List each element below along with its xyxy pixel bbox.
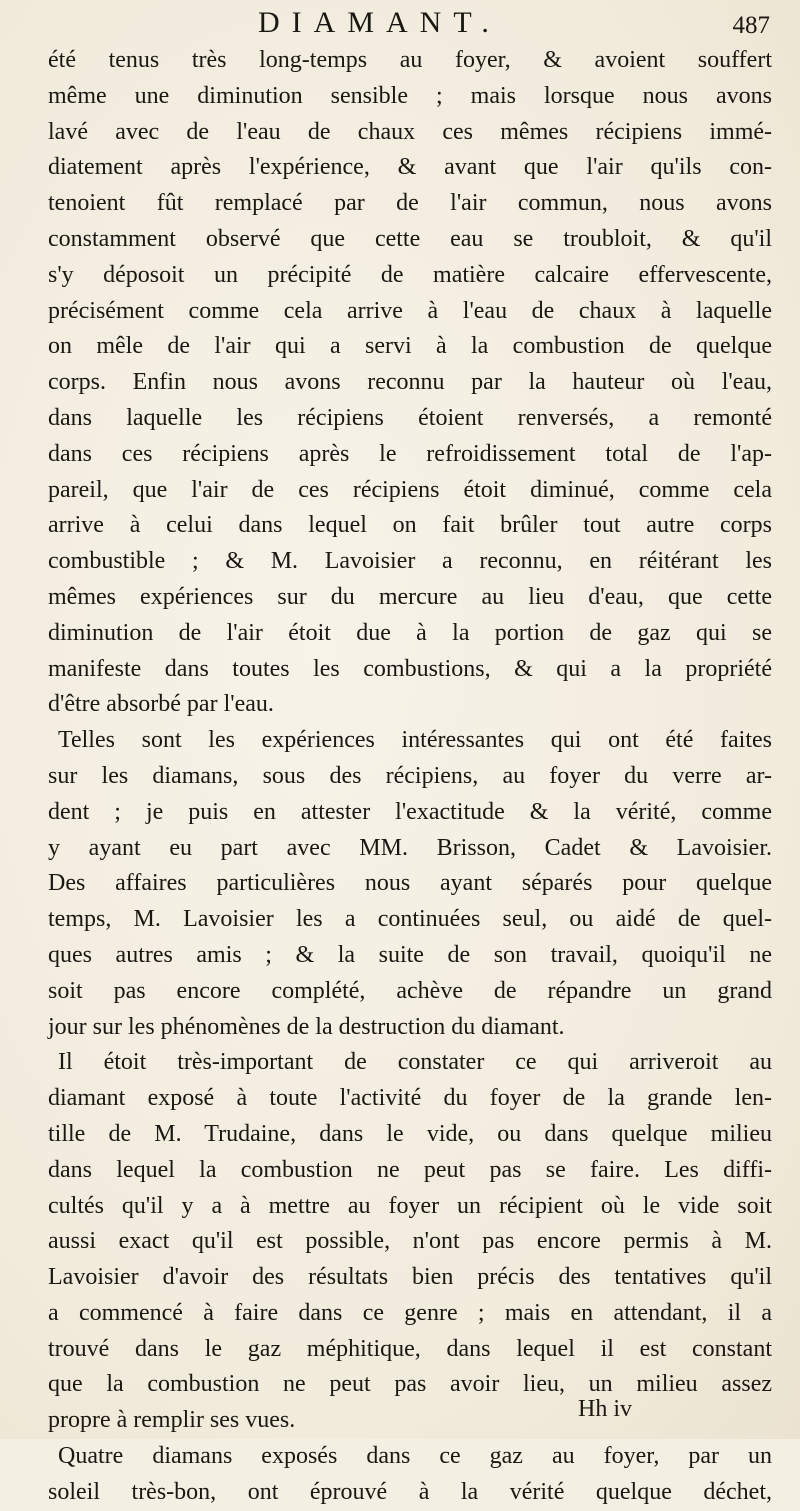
- text-line: dent ; je puis en attester l'exactitude & la vérité, comme: [48, 798, 772, 825]
- text-line: temps, M. Lavoisier les a continuées seul, ou aidé de quel-: [48, 906, 772, 933]
- text-line: cultés qu'il y a à mettre au foyer un récipient où le vide soit: [48, 1192, 772, 1219]
- text-line: corps. Enfin nous avons reconnu par la hauteur où l'eau,: [48, 369, 772, 396]
- text-line: manifeste dans toutes les combustions, & qui a la propriété: [48, 655, 772, 682]
- text-line: s'y déposoit un précipité de matière calcaire effervescente,: [48, 261, 772, 288]
- text-line: Il étoit très-important de constater ce qui arriveroit au: [58, 1049, 772, 1076]
- text-line: Quatre diamans exposés dans ce gaz au foyer, par un: [58, 1443, 772, 1470]
- text-line: diatement après l'expérience, & avant que l'air qu'ils con-: [48, 154, 772, 181]
- page-number: 487: [732, 12, 770, 39]
- text-line: soit pas encore complété, achève de répandre un grand: [48, 977, 772, 1004]
- text-line: précisément comme cela arrive à l'eau de chaux à laquelle: [48, 297, 772, 324]
- body-text: [48, 43, 772, 1511]
- text-line: tenoient fût remplacé par de l'air commun, nous avons: [48, 190, 772, 217]
- text-line: pareil, que l'air de ces récipiens étoit diminué, comme cela: [48, 476, 772, 503]
- text-line: combustible ; & M. Lavoisier a reconnu, en réitérant les: [48, 548, 772, 575]
- text-line: Des affaires particulières nous ayant séparés pour quelque: [48, 870, 772, 897]
- text-line: soleil très-bon, ont éprouvé à la vérité quelque déchet,: [48, 1478, 772, 1505]
- text-line: constamment observé que cette eau se troubloit, & qu'il: [48, 225, 772, 252]
- text-line: mêmes expériences sur du mercure au lieu d'eau, que cette: [48, 583, 772, 610]
- text-line: tille de M. Trudaine, dans le vide, ou dans quelque milieu: [48, 1120, 772, 1147]
- text-line: été tenus très long-temps au foyer, & avoient souffert: [48, 47, 772, 73]
- text-line: aussi exact qu'il est possible, n'ont pas encore permis à M.: [48, 1228, 772, 1255]
- text-line: Lavoisier d'avoir des résultats bien précis des tentatives qu'il: [48, 1264, 772, 1291]
- text-line: dans ces récipiens après le refroidissement total de l'ap-: [48, 440, 772, 467]
- text-line: diminution de l'air étoit due à la portion de gaz qui se: [48, 619, 772, 646]
- text-line: ques autres amis ; & la suite de son travail, quoiqu'il ne: [48, 941, 772, 968]
- text-line: dans laquelle les récipiens étoient renversés, a remonté: [48, 404, 772, 431]
- text-line: y ayant eu part avec MM. Brisson, Cadet & Lavoisier.: [48, 834, 772, 861]
- text-line: diamant exposé à toute l'activité du foyer de la grande len-: [48, 1085, 772, 1112]
- text-line: lavé avec de l'eau de chaux ces mêmes récipiens immé-: [48, 118, 772, 145]
- running-title: DIAMANT.: [258, 6, 501, 39]
- page-header: [258, 4, 770, 44]
- text-line: on mêle de l'air qui a servi à la combustion de quelque: [48, 333, 772, 360]
- text-line: dans lequel la combustion ne peut pas se faire. Les diffi-: [48, 1156, 772, 1183]
- text-line: que la combustion ne peut pas avoir lieu, un milieu assez: [48, 1371, 772, 1398]
- text-line: même une diminution sensible ; mais lorsque nous avons: [48, 82, 772, 109]
- text-line: arrive à celui dans lequel on fait brûler tout autre corps: [48, 512, 772, 539]
- text-line: a commencé à faire dans ce genre ; mais en attendant, il a: [48, 1299, 772, 1326]
- text-line: jour sur les phénomènes de la destruction du diamant.: [48, 1013, 565, 1040]
- text-line: propre à remplir ses vues.: [48, 1407, 296, 1434]
- text-line: trouvé dans le gaz méphitique, dans lequel il est constant: [48, 1335, 772, 1362]
- text-line: d'être absorbé par l'eau.: [48, 691, 274, 718]
- text-line: sur les diamans, sous des récipiens, au foyer du verre ar-: [48, 762, 772, 789]
- signature-mark: Hh iv: [578, 1396, 632, 1422]
- text-line: Telles sont les expériences intéressantes qui ont été faites: [58, 727, 772, 754]
